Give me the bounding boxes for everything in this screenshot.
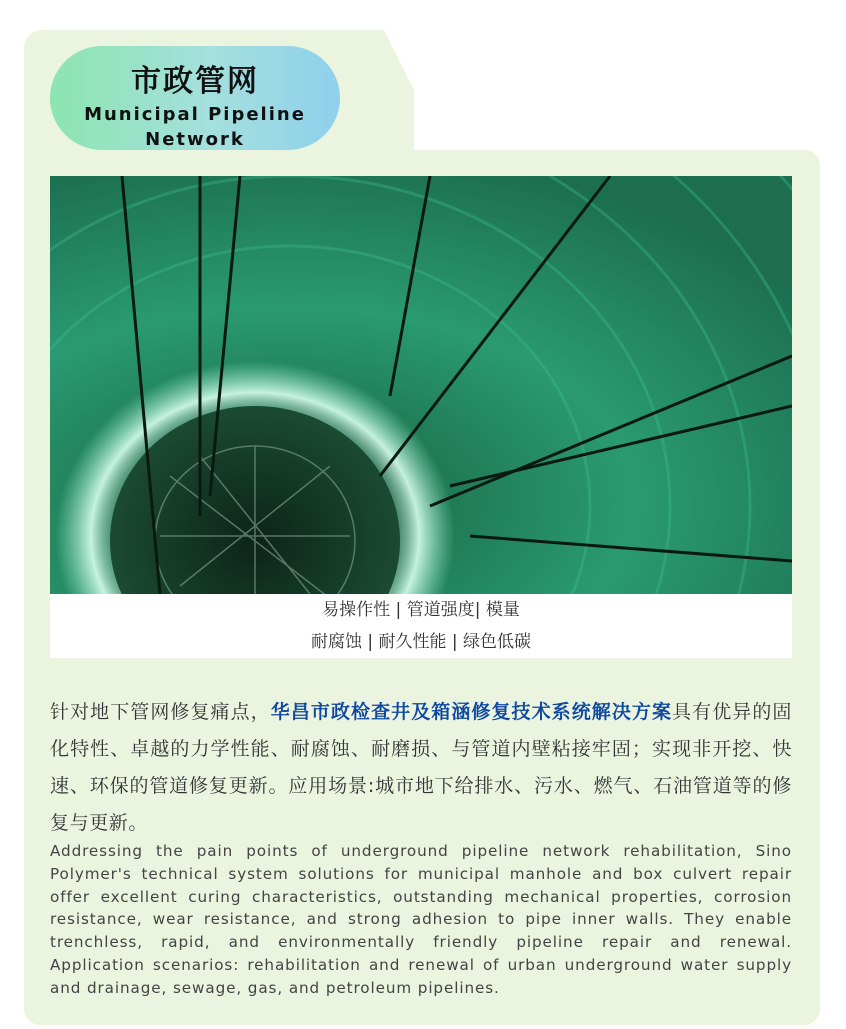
description-zh-suffix: 具有优异的固化特性、卓越的力学性能、耐腐蚀、耐磨损、与管道内壁粘接牢固；实现非开挖、快速、环保的管道修复更新。应用场景:城市地下给排水、污水、燃气、石油管道等的修复与更新。 <box>50 701 792 834</box>
photo-frame <box>50 176 792 658</box>
description-zh-prefix: 针对地下管网修复痛点， <box>50 701 271 723</box>
photo-captions <box>50 594 792 658</box>
photo-caption-line: 易操作性 | 管道强度| 模量 <box>322 600 520 620</box>
section-title-zh: 市政管网 <box>131 64 259 99</box>
description-zh <box>50 694 792 842</box>
manhole-repair-photo <box>50 176 792 594</box>
section-title-en: Municipal Pipeline Network <box>84 104 306 150</box>
section-title-badge <box>50 46 340 150</box>
description-en: Addressing the pain points of underground pipeline network rehabilitation, Sino Polymer's technical system solutions for municipal manhole and box culvert repair offer excellent curing characteristics, outstanding mechanical properties, corrosion resistance, wear resistance, and strong adhesion to pipe inner walls. They enable trenchless, rapid, and environmentally friendly pipeline repair and renewal. Application scenarios: rehabilitation and renewal of urban underground water supply and drainage, sewage, gas, and petroleum pipelines. <box>50 842 792 997</box>
solution-name-highlight: 华昌市政检查井及箱涵修复技术系统解决方案 <box>270 701 673 723</box>
photo-caption-line: 耐腐蚀 | 耐久性能 | 绿色低碳 <box>310 632 532 652</box>
